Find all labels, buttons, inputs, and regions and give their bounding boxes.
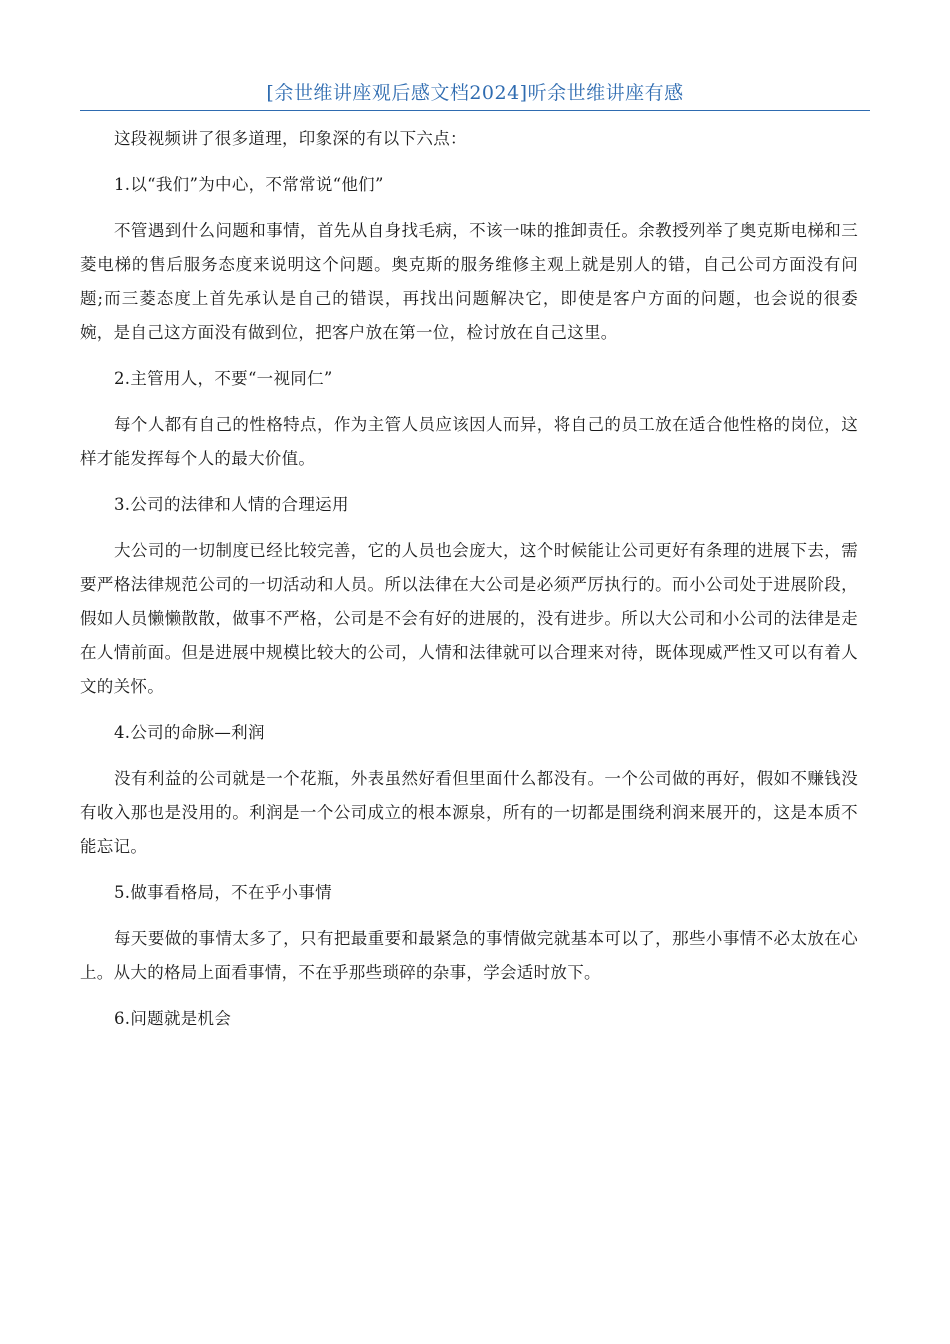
section-3-text: 大公司的一切制度已经比较完善，它的人员也会庞大，这个时候能让公司更好有条理的进展下去，需要严格法律规范公司的一切活动和人员。所以法律在大公司是必须严厉执行的。而小公司处于进展阶段，假如人员懒懒散散，做事不严格，公司是不会有好的进展的，没有进步。所以大公司和小公司的法律是走在人情前面。但是进展中规模比较大的公司，人情和法律就可以合理来对待，既体现威严性又可以有着人文的关怀。 xyxy=(80,541,858,696)
section-5-heading: 5.做事看格局，不在乎小事情 xyxy=(114,883,332,902)
section-2-heading: 2.主管用人，不要“一视同仁” xyxy=(114,369,333,388)
section-4-heading: 4.公司的命脉—利润 xyxy=(114,723,265,742)
section-1-text: 不管遇到什么问题和事情，首先从自身找毛病，不该一味的推卸责任。余教授列举了奥克斯电梯和三菱电梯的售后服务态度来说明这个问题。奥克斯的服务维修主观上就是别人的错，自己公司方面没有问题;而三菱态度上首先承认是自己的错误，再找出问题解决它，即使是客户方面的问题，也会说的很委婉，是自己这方面没有做到位，把客户放在第一位，检讨放在自己这里。 xyxy=(80,221,858,342)
intro-paragraph: 这段视频讲了很多道理，印象深的有以下六点： xyxy=(114,129,467,148)
document-title: [余世维讲座观后感文档2024]听余世维讲座有感 xyxy=(266,82,684,104)
section-4-text: 没有利益的公司就是一个花瓶，外表虽然好看但里面什么都没有。一个公司做的再好，假如不赚钱没有收入那也是没用的。利润是一个公司成立的根本源泉，所有的一切都是围绕利润来展开的，这是本质不能忘记。 xyxy=(80,769,858,856)
section-3-heading: 3.公司的法律和人情的合理运用 xyxy=(114,495,349,514)
page-header xyxy=(80,80,870,111)
section-6-heading: 6.问题就是机会 xyxy=(114,1009,232,1028)
section-1-heading: 1.以“我们”为中心，不常常说“他们” xyxy=(114,175,384,194)
document-body xyxy=(80,122,858,1036)
section-5-text: 每天要做的事情太多了，只有把最重要和最紧急的事情做完就基本可以了，那些小事情不必太放在心上。从大的格局上面看事情，不在乎那些琐碎的杂事，学会适时放下。 xyxy=(80,929,858,982)
section-2-text: 每个人都有自己的性格特点，作为主管人员应该因人而异，将自己的员工放在适合他性格的岗位，这样才能发挥每个人的最大价值。 xyxy=(80,415,858,468)
